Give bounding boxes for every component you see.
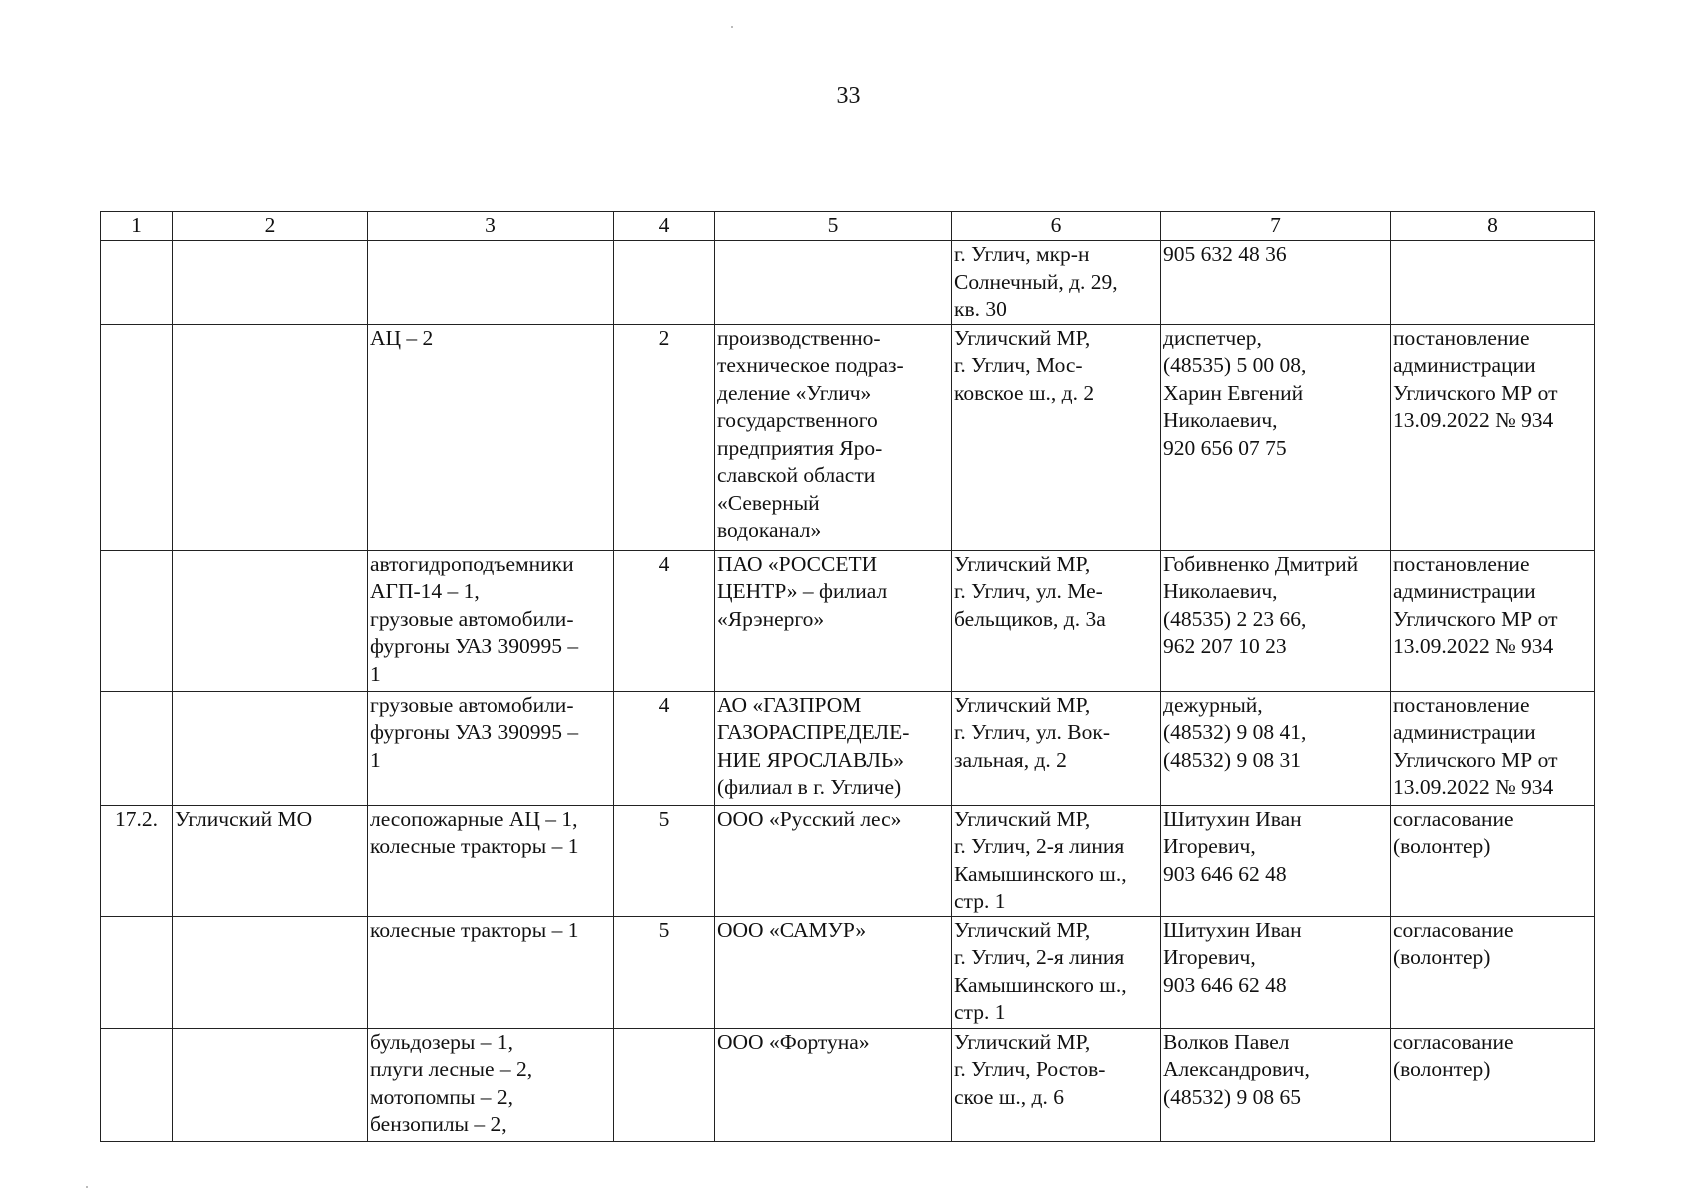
cell-line: (48532) 9 08 31 (1163, 747, 1301, 772)
cell-address (952, 691, 1161, 805)
cell-basis (1391, 805, 1595, 916)
cell-contact (1161, 1028, 1391, 1141)
cell-line: 903 646 62 48 (1163, 861, 1287, 886)
cell-line: г. Углич, Ростов- (954, 1057, 1106, 1081)
cell-number: 17.2. (101, 805, 173, 916)
cell-line: Угличского МР от (1393, 606, 1558, 631)
cell-municipality (173, 916, 368, 1028)
cell-number (101, 1028, 173, 1141)
cell-equipment (368, 916, 614, 1028)
table-row (101, 805, 1595, 916)
cell-line: ООО «Фортуна» (717, 1029, 870, 1054)
cell-line: Игоревич, (1163, 945, 1256, 969)
scan-dot (86, 1186, 88, 1188)
table-row (101, 241, 1595, 325)
cell-line: ГАЗОРАСПРЕДЕЛЕ- (717, 720, 910, 744)
cell-line: Камышинского ш., (954, 972, 1127, 997)
cell-address (952, 550, 1161, 691)
cell-line: ковское ш., д. 2 (954, 380, 1095, 405)
cell-line: Игоревич, (1163, 834, 1256, 858)
cell-equipment (368, 324, 614, 550)
cell-municipality (173, 691, 368, 805)
table-row (101, 1028, 1595, 1141)
cell-line: г. Углич, ул. Ме- (954, 579, 1103, 603)
cell-basis (1391, 241, 1595, 325)
cell-line: постановление (1393, 692, 1530, 717)
cell-line: Александрович, (1163, 1057, 1310, 1081)
cell-line: «Северный (717, 490, 820, 515)
cell-line: согласование (1393, 806, 1514, 831)
cell-line: ООО «САМУР» (717, 917, 867, 942)
cell-line: бензопилы – 2, (370, 1112, 507, 1136)
cell-organization (715, 550, 952, 691)
header-cell: 2 (173, 212, 368, 241)
cell-line: г. Углич, 2-я линия (954, 945, 1125, 969)
cell-line: 13.09.2022 № 934 (1393, 634, 1554, 658)
cell-line: (волонтер) (1393, 1057, 1491, 1081)
cell-line: (48535) 5 00 08, (1163, 353, 1307, 377)
cell-equipment (368, 550, 614, 691)
cell-municipality (173, 1028, 368, 1141)
cell-organization (715, 241, 952, 325)
header-cell: 3 (368, 212, 614, 241)
cell-line: (филиал в г. Угличе) (717, 775, 902, 799)
cell-count (614, 1028, 715, 1141)
cell-count (614, 241, 715, 325)
cell-line: 903 646 62 48 (1163, 972, 1287, 997)
cell-municipality: Угличский МО (173, 805, 368, 916)
cell-address (952, 324, 1161, 550)
cell-basis (1391, 1028, 1595, 1141)
cell-line: Шитухин Иван (1163, 806, 1302, 831)
cell-address (952, 805, 1161, 916)
cell-line: техническое подраз- (717, 353, 904, 377)
cell-basis (1391, 691, 1595, 805)
cell-line: 962 207 10 23 (1163, 634, 1287, 658)
cell-address (952, 241, 1161, 325)
cell-number (101, 241, 173, 325)
cell-address (952, 1028, 1161, 1141)
cell-line: ское ш., д. 6 (954, 1084, 1064, 1109)
cell-line: (48535) 2 23 66, (1163, 606, 1307, 631)
cell-line: Солнечный, д. 29, (954, 269, 1118, 294)
cell-line: Шитухин Иван (1163, 917, 1302, 942)
cell-line: Гобивненко Дмитрий (1163, 551, 1359, 576)
cell-line: предприятия Яро- (717, 435, 883, 460)
cell-line: (48532) 9 08 65 (1163, 1084, 1301, 1109)
cell-address (952, 916, 1161, 1028)
cell-line: Угличский МР, (954, 692, 1091, 717)
cell-number (101, 324, 173, 550)
cell-municipality (173, 241, 368, 325)
cell-line: Угличский МР, (954, 551, 1091, 576)
cell-line: г. Углич, Мос- (954, 353, 1083, 377)
cell-contact (1161, 691, 1391, 805)
cell-line: плуги лесные – 2, (370, 1057, 533, 1081)
table-row (101, 916, 1595, 1028)
cell-count: 4 (614, 691, 715, 805)
cell-line: НИЕ ЯРОСЛАВЛЬ» (717, 747, 905, 772)
table-body (101, 212, 1595, 1142)
cell-count: 5 (614, 916, 715, 1028)
header-cell: 5 (715, 212, 952, 241)
table-header-row (101, 212, 1595, 241)
cell-line: (волонтер) (1393, 834, 1491, 858)
cell-line: (48532) 9 08 41, (1163, 720, 1307, 744)
cell-line: 905 632 48 36 (1163, 242, 1287, 266)
cell-line: ПАО «РОССЕТИ (717, 551, 878, 576)
cell-line: колесные тракторы – 1 (370, 917, 579, 942)
cell-equipment (368, 241, 614, 325)
cell-contact (1161, 241, 1391, 325)
cell-line: государственного (717, 408, 878, 432)
cell-line: ООО «Русский лес» (717, 806, 902, 831)
cell-line: 13.09.2022 № 934 (1393, 408, 1554, 432)
cell-basis (1391, 916, 1595, 1028)
cell-line: г. Углич, мкр-н (954, 242, 1090, 266)
cell-municipality (173, 324, 368, 550)
cell-equipment (368, 805, 614, 916)
cell-line: фургоны УАЗ 390995 – (370, 720, 579, 744)
cell-organization (715, 805, 952, 916)
cell-line: администрации (1393, 579, 1536, 603)
cell-line: деление «Углич» (717, 380, 872, 405)
header-cell: 7 (1161, 212, 1391, 241)
cell-line: постановление (1393, 325, 1530, 350)
cell-line: АГП-14 – 1, (370, 579, 480, 603)
equipment-table (100, 211, 1595, 1142)
cell-count: 2 (614, 324, 715, 550)
table-row (101, 324, 1595, 550)
cell-line: стр. 1 (954, 889, 1006, 913)
cell-number (101, 550, 173, 691)
cell-basis (1391, 324, 1595, 550)
cell-contact (1161, 916, 1391, 1028)
cell-line: колесные тракторы – 1 (370, 834, 579, 858)
cell-line: фургоны УАЗ 390995 – (370, 634, 579, 658)
page-number: 33 (836, 83, 861, 109)
cell-line: Угличского МР от (1393, 380, 1558, 405)
cell-line: 920 656 07 75 (1163, 435, 1287, 460)
cell-line: «Ярэнерго» (717, 606, 825, 631)
cell-line: автогидроподъемники (370, 551, 574, 576)
cell-number (101, 691, 173, 805)
cell-line: Угличский МР, (954, 325, 1091, 350)
table-row (101, 550, 1595, 691)
cell-line: производственно- (717, 325, 881, 350)
cell-organization (715, 691, 952, 805)
cell-count: 4 (614, 550, 715, 691)
cell-count: 5 (614, 805, 715, 916)
cell-line: славской области (717, 463, 876, 487)
cell-line: Угличский МР, (954, 917, 1091, 942)
cell-basis (1391, 550, 1595, 691)
cell-line: зальная, д. 2 (954, 747, 1067, 772)
cell-line: Угличский МР, (954, 1029, 1091, 1054)
cell-line: (волонтер) (1393, 945, 1491, 969)
cell-line: стр. 1 (954, 1000, 1006, 1024)
cell-line: администрации (1393, 720, 1536, 744)
cell-line: мотопомпы – 2, (370, 1084, 513, 1109)
cell-line: Николаевич, (1163, 579, 1278, 603)
cell-organization (715, 324, 952, 550)
cell-line: Волков Павел (1163, 1029, 1290, 1054)
header-cell: 4 (614, 212, 715, 241)
cell-line: Угличского МР от (1393, 747, 1558, 772)
cell-line: ЦЕНТР» – филиал (717, 579, 888, 603)
cell-municipality (173, 550, 368, 691)
cell-line: лесопожарные АЦ – 1, (370, 806, 578, 831)
cell-line: Камышинского ш., (954, 861, 1127, 886)
cell-contact (1161, 550, 1391, 691)
cell-organization (715, 916, 952, 1028)
cell-line: 13.09.2022 № 934 (1393, 775, 1554, 799)
cell-line: дежурный, (1163, 692, 1263, 717)
cell-line: г. Углич, 2-я линия (954, 834, 1125, 858)
cell-line: постановление (1393, 551, 1530, 576)
cell-organization (715, 1028, 952, 1141)
header-cell: 6 (952, 212, 1161, 241)
cell-line: водоканал» (717, 518, 822, 542)
cell-line: бульдозеры – 1, (370, 1029, 514, 1054)
header-cell: 1 (101, 212, 173, 241)
cell-line: Угличский МР, (954, 806, 1091, 831)
cell-line: г. Углич, ул. Вок- (954, 720, 1110, 744)
scan-dot (731, 26, 733, 28)
cell-line: Николаевич, (1163, 408, 1278, 432)
header-cell: 8 (1391, 212, 1595, 241)
cell-line: кв. 30 (954, 297, 1007, 321)
table-row (101, 691, 1595, 805)
cell-line: грузовые автомобили- (370, 692, 574, 717)
cell-contact (1161, 805, 1391, 916)
cell-contact (1161, 324, 1391, 550)
cell-line: АО «ГАЗПРОМ (717, 692, 862, 717)
cell-line: администрации (1393, 353, 1536, 377)
cell-line: АЦ – 2 (370, 325, 434, 350)
cell-line: Харин Евгений (1163, 380, 1304, 405)
cell-line: согласование (1393, 1029, 1514, 1054)
cell-line: бельщиков, д. 3а (954, 606, 1106, 631)
cell-equipment (368, 691, 614, 805)
cell-number (101, 916, 173, 1028)
cell-line: согласование (1393, 917, 1514, 942)
cell-line: диспетчер, (1163, 325, 1262, 350)
cell-line: грузовые автомобили- (370, 606, 574, 631)
cell-line: 1 (370, 747, 381, 772)
cell-line: 1 (370, 661, 381, 686)
cell-equipment (368, 1028, 614, 1141)
